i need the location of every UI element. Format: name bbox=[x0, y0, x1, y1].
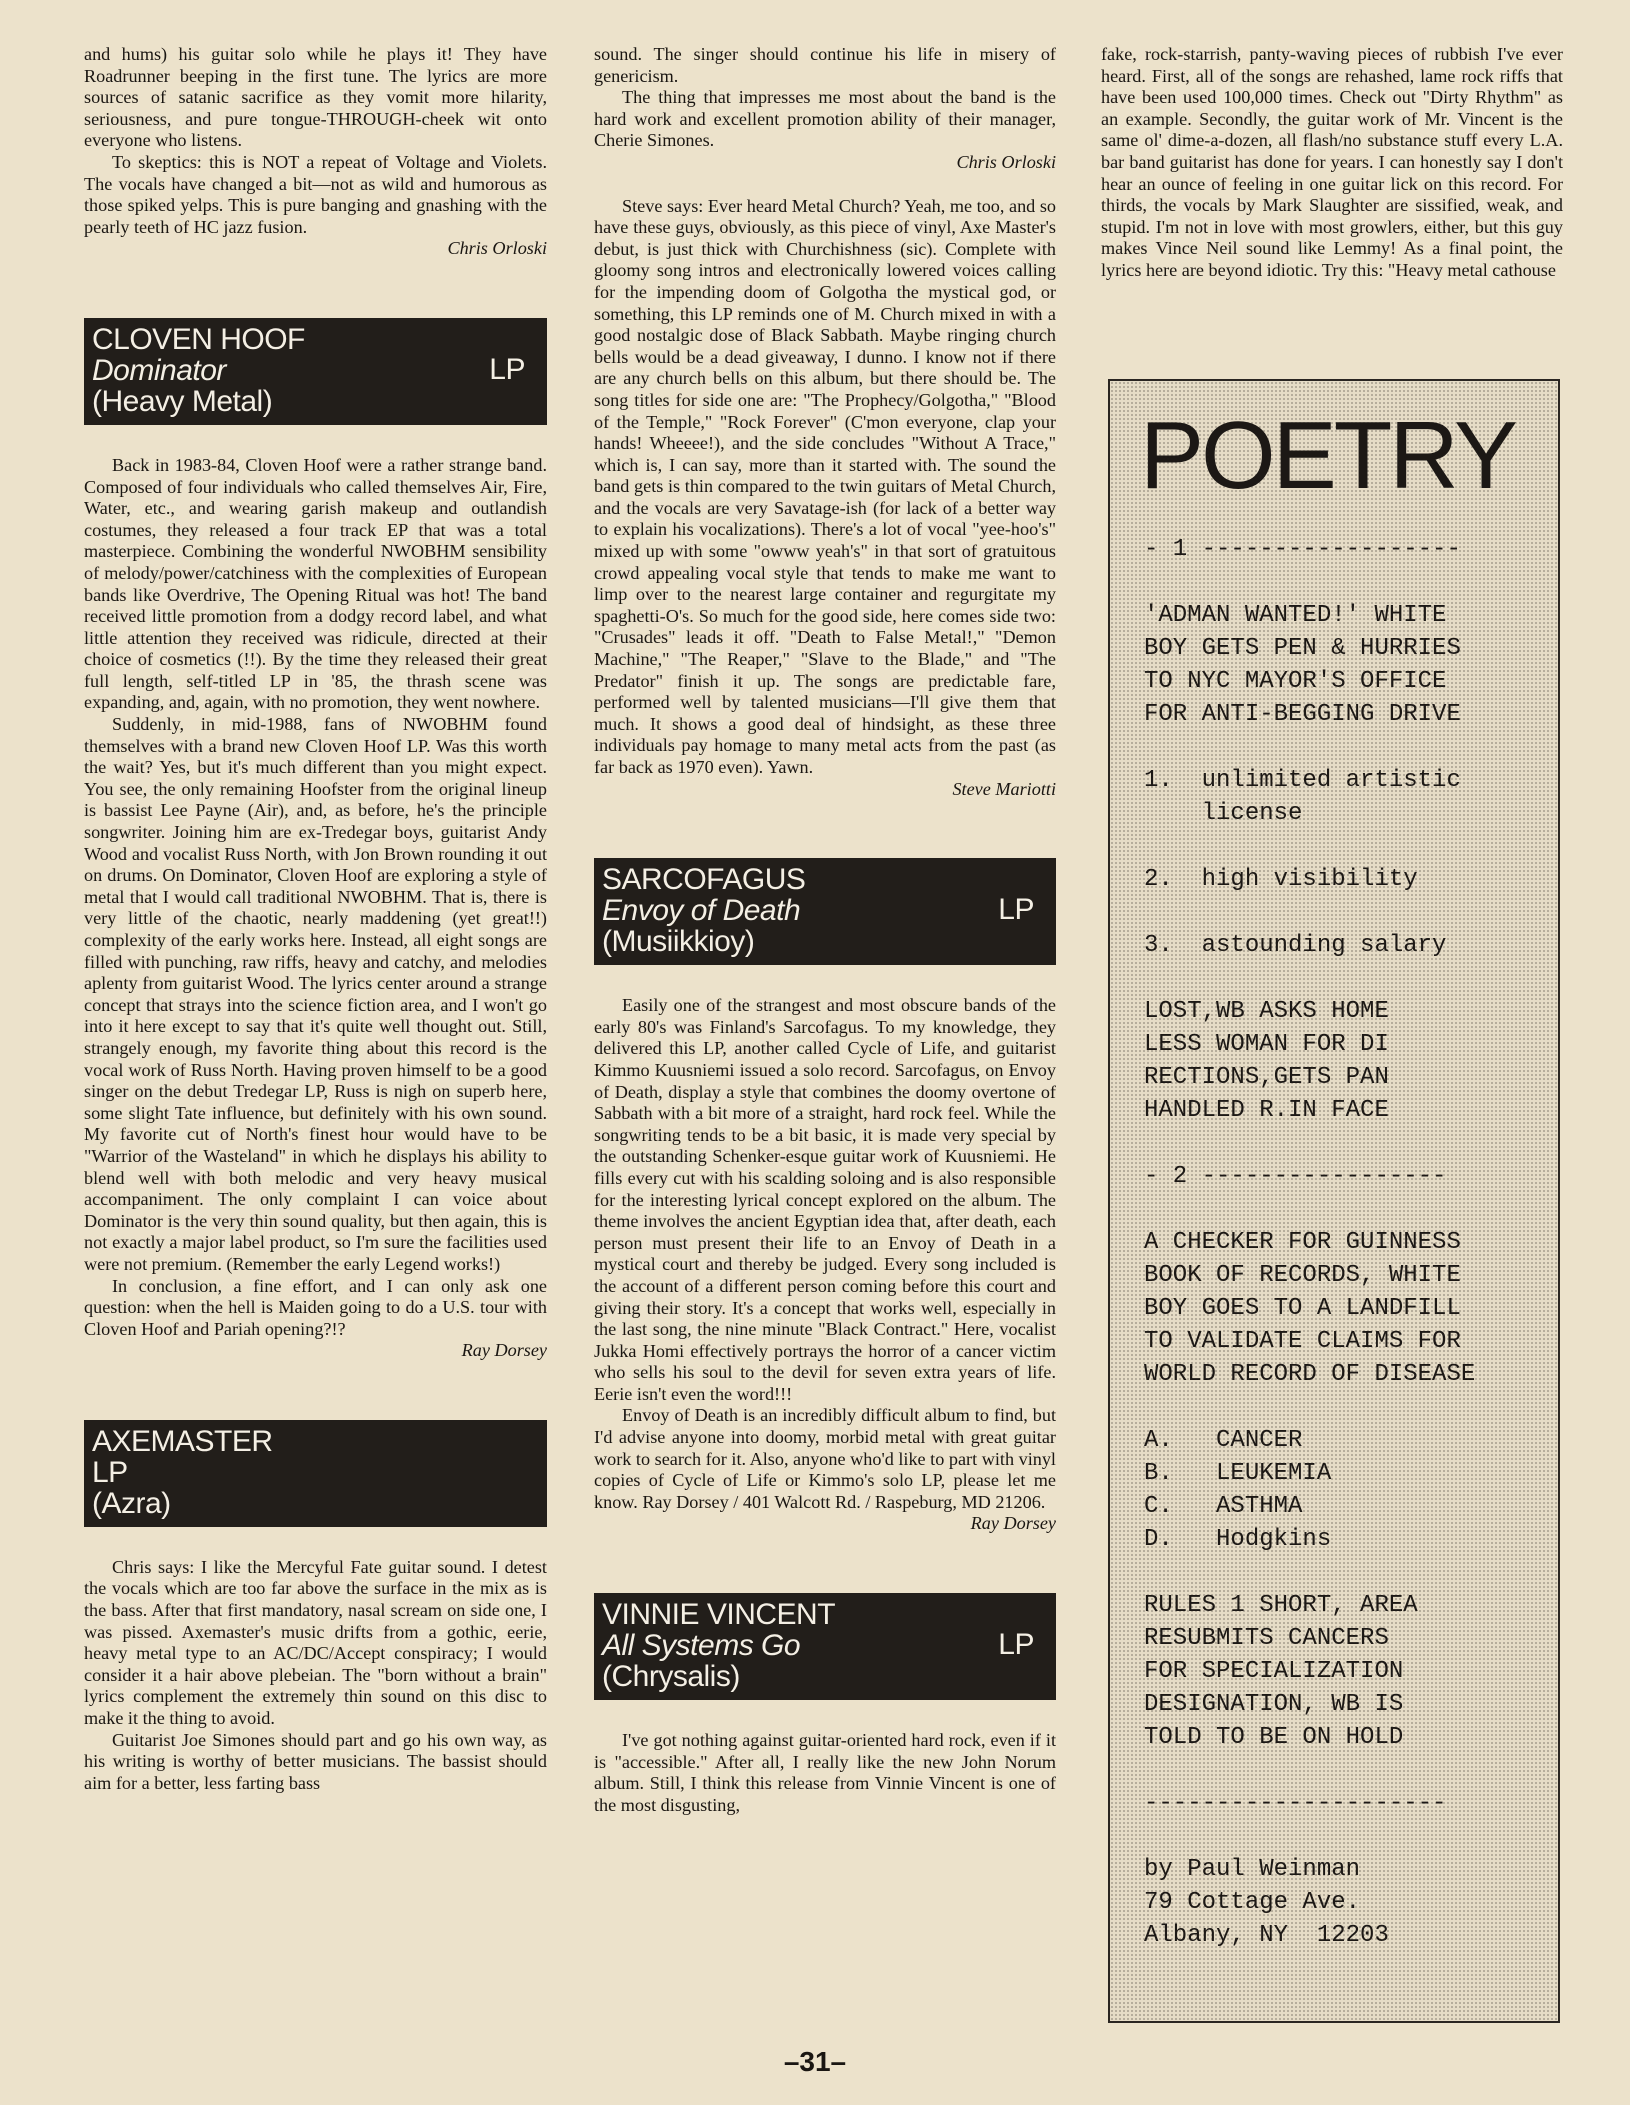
poem-line bbox=[1144, 896, 1544, 929]
poem-line bbox=[1144, 830, 1544, 863]
poem-line bbox=[1144, 1556, 1544, 1589]
poem-line: RECTIONS,GETS PAN bbox=[1144, 1064, 1389, 1091]
review-paragraph: The thing that impresses me most about the band is the hard work and excellent promotion ability of their manager, Cherie Simones. bbox=[594, 87, 1056, 151]
band-name: SARCOFAGUS bbox=[602, 863, 806, 897]
review-paragraph: fake, rock-starrish, panty-waving pieces of rubbish I've ever heard. First, all of the songs are rehashed, lame rock riffs that have been used 100,000 times. Check out "Dirty Rhythm" as an example. Secondly, the guitar work of Mr. Vincent is the same ol' dime-a-dozen, all flash/no substance stuff every L.A. bar band guitarist has done for years. I can honestly say I don't hear an ounce of feeling in one guitar lick on this record. For thirds, the vocals by Mark Slaughter are sissified, weak, and stupid. I'm not in love with most growlers, either, but this guy makes Vince Neil sound like Lemmy! As a final point, the lyrics here are beyond idiotic. Try this: "Heavy metal cathouse bbox=[1101, 44, 1563, 280]
poetry-box bbox=[1108, 379, 1560, 2023]
poem-line: LOST,WB ASKS HOME bbox=[1144, 998, 1389, 1025]
poem-line: BOY GOES TO A LANDFILL bbox=[1144, 1295, 1461, 1322]
record-label: (Azra) bbox=[92, 1486, 171, 1520]
page-number: –31– bbox=[783, 2046, 847, 2077]
poem-line: TO NYC MAYOR'S OFFICE bbox=[1144, 668, 1447, 695]
poem-line: 2. high visibility bbox=[1144, 866, 1418, 893]
poem-line: - 2 ----------------- bbox=[1144, 1163, 1447, 1190]
poem-line: FOR ANTI-BEGGING DRIVE bbox=[1144, 701, 1461, 728]
review-header-cloven-hoof bbox=[84, 318, 547, 425]
poem-line: D. Hodgkins bbox=[1144, 1526, 1332, 1553]
poem-line: A CHECKER FOR GUINNESS bbox=[1144, 1229, 1461, 1256]
poem-line bbox=[1144, 566, 1544, 599]
review-paragraph: Envoy of Death is an incredibly difficult album to find, but I'd advise anyone into doomy, morbid metal with great guitar work to search for it. Also, anyone who'd like to part with vinyl copies of Cycle of Life or Kimmo's solo LP, please let me know. Ray Dorsey / 401 Walcott Rd. / Raspeburg, MD 21206. bbox=[594, 1405, 1056, 1512]
poem-line: WORLD RECORD OF DISEASE bbox=[1144, 1361, 1476, 1388]
poem-line bbox=[1144, 731, 1544, 764]
record-label: (Chrysalis) bbox=[602, 1660, 740, 1694]
album-title: Dominator bbox=[92, 353, 226, 387]
poem-line: BOOK OF RECORDS, WHITE bbox=[1144, 1262, 1461, 1289]
poem-line: license bbox=[1144, 800, 1303, 827]
review-paragraph: Suddenly, in mid-1988, fans of NWOBHM found themselves with a brand new Cloven Hoof LP. Was this worth the wait? Yes, but it's much different than you might expect. You see, the only remaining Hoofster from the original lineup is bassist Lee Payne (Air), and, as before, he's the principle songwriter. Joining him are ex-Tredegar boys, guitarist Andy Wood and vocalist Russ North, with Jon Brown rounding it out on drums. On Dominator, Cloven Hoof are exploring a style of metal that I would call traditional NWOBHM. That is, there is very little of the chaotic, nearly maddening (yet great!!) complexity of the early works here. Instead, all eight songs are filled with punching, raw riffs, heavy and catchy, and melodies aplenty from guitarist Wood. The lyrics center around a strange concept that strays into the science fiction area, and I won't go into it here except to say that it's quite well thought out. Still, strangely enough, my favorite thing about this record is the vocal work of Russ North. Having proven himself to be a good singer on the debut Tredegar LP, Russ is nigh on superb here, some slight Tate influence, but definitely with his own sound. My favorite cut of North's finest hour would have to be "Warrior of the Wasteland" in which he displays his ability to blend well with both melodic and very heavy musical accompaniment. The only complaint I can voice about Dominator is the very thin sound quality, but then again, this is not exactly a major label product, so I'm sure the facilities used were not premium. (Remember the early Legend works!) bbox=[84, 714, 547, 1274]
poem-line: 79 Cottage Ave. bbox=[1144, 1889, 1361, 1916]
review-paragraph: sound. The singer should continue his life in misery of genericism. bbox=[594, 44, 1056, 86]
poem-line: RULES 1 SHORT, AREA bbox=[1144, 1592, 1418, 1619]
format-label: LP bbox=[92, 1455, 128, 1489]
format-badge: LP bbox=[998, 893, 1034, 927]
poem-line: BOY GETS PEN & HURRIES bbox=[1144, 635, 1461, 662]
poem-lines bbox=[1144, 533, 1544, 1952]
column-1 bbox=[84, 44, 547, 1794]
reviewer-signature: Chris Orloski bbox=[956, 151, 1056, 172]
column-2 bbox=[594, 44, 1056, 1816]
poem-line bbox=[1144, 1193, 1544, 1226]
poem-line: DESIGNATION, WB IS bbox=[1144, 1691, 1404, 1718]
review-header-axemaster bbox=[84, 1420, 547, 1527]
reviewer-signature: Ray Dorsey bbox=[461, 1340, 547, 1361]
poem-line: TOLD TO BE ON HOLD bbox=[1144, 1724, 1404, 1751]
poem-line: A. CANCER bbox=[1144, 1427, 1303, 1454]
band-name: AXEMASTER bbox=[92, 1424, 273, 1458]
poem-line: HANDLED R.IN FACE bbox=[1144, 1097, 1389, 1124]
format-badge: LP bbox=[998, 1628, 1034, 1662]
record-label: (Musiikkioy) bbox=[602, 925, 755, 959]
column-3 bbox=[1101, 44, 1563, 282]
poem-line: Albany, NY 12203 bbox=[1144, 1922, 1389, 1949]
poem-line: B. LEUKEMIA bbox=[1144, 1460, 1332, 1487]
poem-line: C. ASTHMA bbox=[1144, 1493, 1303, 1520]
reviewer-signature: Ray Dorsey bbox=[970, 1513, 1056, 1534]
poem-line bbox=[1144, 1391, 1544, 1424]
review-paragraph: Back in 1983-84, Cloven Hoof were a rather strange band. Composed of four individuals who called themselves Air, Fire, Water, etc., and wearing garish makeup and outlandish costumes, they released a four track EP that was a total masterpiece. Combining the wonderful NWOBHM sensibility of melody/power/catchiness with the complexities of European bands like Overdrive, The Opening Ritual was hot! The band received little promotion from a dodgy record label, and what little attention they received was ridicule, directed at their choice of cosmetics (!!). By the time they released their great full length, self-titled LP in '85, the thrash scene was expanding, and, again, with no promotion, they went nowhere. bbox=[84, 454, 547, 713]
poem-line: TO VALIDATE CLAIMS FOR bbox=[1144, 1328, 1461, 1355]
review-paragraph: Chris says: I like the Mercyful Fate guitar sound. I detest the vocals which are too far above the surface in the mix as is the bass. After that first mandatory, nasal scream on side one, I was pissed. Axemaster's music drifts from a gothic, eerie, heavy metal type to an AC/DC/Accept conspiracy; I would consider it a hair above plebeian. The "born without a brain" lyrics complement the extremely thin sound on this disc to make it the thing to avoid. bbox=[84, 1556, 547, 1729]
poem-line: 1. unlimited artistic bbox=[1144, 767, 1461, 794]
review-paragraph: In conclusion, a fine effort, and I can only ask one question: when the hell is Maiden going to do a U.S. tour with Cloven Hoof and Pariah opening?!? bbox=[84, 1275, 547, 1339]
review-header-vinnie-vincent bbox=[594, 1593, 1056, 1700]
poem-line: 3. astounding salary bbox=[1144, 932, 1447, 959]
album-title: Envoy of Death bbox=[602, 894, 801, 928]
review-paragraph: To skeptics: this is NOT a repeat of Voltage and Violets. The vocals have changed a bit—not as wild and humorous as those spiked yelps. This is pure banging and gnashing with the pearly teeth of HC jazz fusion. bbox=[84, 151, 547, 237]
album-title: All Systems Go bbox=[602, 1629, 801, 1663]
poem-line bbox=[1144, 1754, 1544, 1787]
poetry-title: POETRY bbox=[1140, 402, 1515, 509]
band-name: VINNIE VINCENT bbox=[602, 1598, 836, 1632]
poem-line: --------------------- bbox=[1144, 1790, 1447, 1817]
poem-line: 'ADMAN WANTED!' WHITE bbox=[1144, 602, 1447, 629]
record-label: (Heavy Metal) bbox=[92, 384, 273, 418]
review-header-sarcofagus bbox=[594, 858, 1056, 965]
poem-line: - 1 ------------------ bbox=[1144, 536, 1461, 563]
reviewer-signature: Steve Mariotti bbox=[952, 778, 1056, 799]
poem-line bbox=[1144, 1127, 1544, 1160]
review-paragraph: I've got nothing against guitar-oriented hard rock, even if it is "accessible." After all, I really like the new John Norum album. Still, I think this release from Vinnie Vincent is one of the most disgusting, bbox=[594, 1730, 1056, 1815]
poem-line bbox=[1144, 962, 1544, 995]
band-name: CLOVEN HOOF bbox=[92, 322, 305, 356]
format-badge: LP bbox=[489, 352, 525, 386]
poem-line bbox=[1144, 1820, 1544, 1853]
reviewer-signature: Chris Orloski bbox=[447, 238, 547, 259]
review-paragraph: and hums) his guitar solo while he plays it! They have Roadrunner beeping in the first tune. The lyrics are more sources of satanic sacrifice as they vomit more hilarity, seriousness, and pure tongue-THROUGH-cheek wit onto everyone who listens. bbox=[84, 44, 547, 151]
review-paragraph: Steve says: Ever heard Metal Church? Yeah, me too, and so have these guys, obviously, as this piece of vinyl, Axe Master's debut, is just thick with Churchishness (sic). Complete with gloomy song intros and electronically lowered voices calling for the impending doom of Golgotha the mystical god, or something, this LP reminds one of M. Church mixed in with a good nostalgic dose of Black Sabbath. Maybe ringing church bells would be a dead giveaway, I dunno. I know not if there are any church bells on this album, but there should be. The song titles for side one are: "The Prophecy/Golgotha," "Blood of the Temple," "Rock Forever" (C'mon everyone, clap your hands! Wheeee!), and the side concludes "Without A Trace," which is, I can say, more than it started with. The sound the band gets is thin compared to the twin guitars of Metal Church, and the vocals are very Savatage-ish (for lack of a better way to explain his vocalizations). There's a lot of vocal "yee-hoo's" mixed up with some "owww yeah's" in that sort of gratuitous crowd appealing vocal style that tends to make me want to limp over to the nearest large container and regurgitate my spaghetti-O's. So much for the good side, here comes side two: "Crusades" leads it off. "Death to False Metal!," "Demon Machine," "The Reaper," "Slave to the Blade," and "The Predator" finish it up. The songs are predictable fare, performed well by talented musicians—I'll give them that much. It shows a good deal of hindsight, as these three individuals pay homage to many metal acts from the past (as far back as 1970 even). Yawn. bbox=[594, 195, 1056, 777]
review-paragraph: Guitarist Joe Simones should part and go his own way, as his writing is worthy of better musicians. The bassist should aim for a better, less farting bass bbox=[84, 1729, 547, 1793]
review-paragraph: Easily one of the strangest and most obscure bands of the early 80's was Finland's Sarcofagus. To my knowledge, they delivered this LP, another called Cycle of Life, and guitarist Kimmo Kuusniemi issued a solo record. Sarcofagus, on Envoy of Death, display a style that combines the doomy overtone of Sabbath with a bit more of a straight, hard rock feel. While the songwriting tends to be a bit basic, it is made very special by the outstanding Schenker-esque guitar work of Kuusniemi. He fills every cut with his scalding soloing and is also responsible for the interesting lyrical concept explored on the album. The theme involves the ancient Egyptian idea that, after death, each person must present their life to an Envoy of Death in a mystical court and thereby be judged. Every song included is the account of a different person coming before this court and giving their story. It's a concept that works well, especially in the last song, the nine minute "Black Contract." Here, vocalist Jukka Homi effectively portrays the horror of a cancer victim who sells his soul to the devil for seven extra years of life. Eerie isn't even the word!!! bbox=[594, 995, 1056, 1404]
poem-line: FOR SPECIALIZATION bbox=[1144, 1658, 1404, 1685]
poem-line: LESS WOMAN FOR DI bbox=[1144, 1031, 1389, 1058]
poem-line: RESUBMITS CANCERS bbox=[1144, 1625, 1389, 1652]
poem-line: by Paul Weinman bbox=[1144, 1856, 1361, 1883]
